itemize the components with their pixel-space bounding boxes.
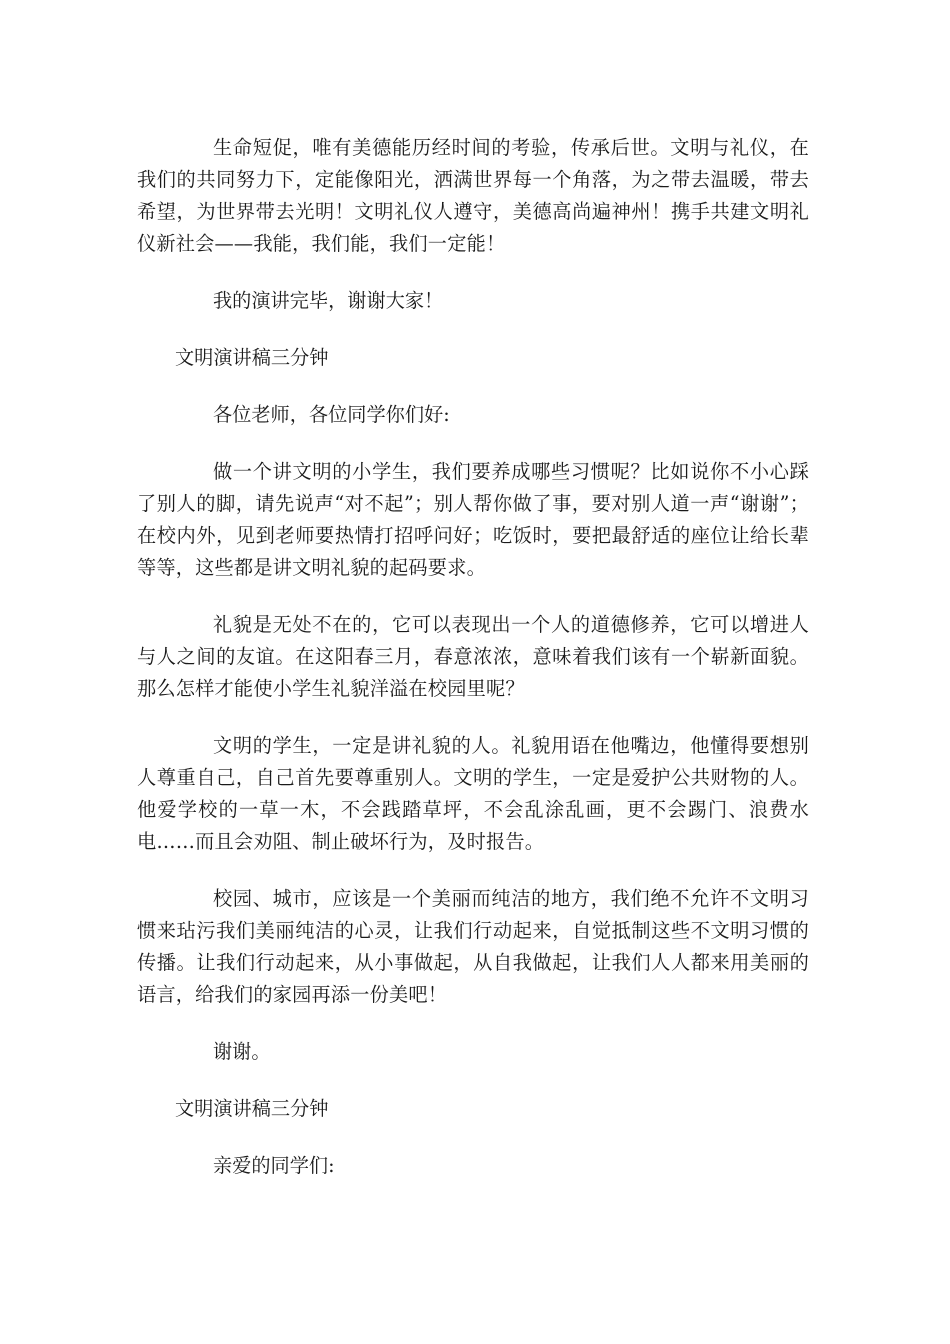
paragraph-habits: 做一个讲文明的小学生，我们要养成哪些习惯呢？比如说你不小心踩了别人的脚，请先说声“对不起”；别人帮你做了事，要对别人道一声“谢谢”；在校内外，见到老师要热情打招呼问好；吃饭时，要把最舒适的座位让给长辈等等，这些都是讲文明礼貌的起码要求。 [137,460,809,579]
paragraph-closing-virtue: 生命短促，唯有美德能历经时间的考验，传承后世。文明与礼仪，在我们的共同努力下，定能像阳光，洒满世界每一个角落，为之带去温暖，带去希望，为世界带去光明！文明礼仪人遵守，美德高尚遍神州！携手共建文明礼仪新社会——我能，我们能，我们一定能！ [137,136,809,255]
section-title-1: 文明演讲稿三分钟 [175,346,329,369]
paragraph-thanks: 谢谢。 [213,1040,271,1063]
section-title-2: 文明演讲稿三分钟 [175,1097,329,1120]
greeting-classmates: 亲爱的同学们: [213,1154,335,1177]
paragraph-politeness: 礼貌是无处不在的，它可以表现出一个人的道德修养，它可以增进人与人之间的友谊。在这阳春三月，春意浓浓，意味着我们该有一个崭新面貌。那么怎样才能使小学生礼貌洋溢在校园里呢？ [137,613,809,700]
paragraph-campus-city: 校园、城市，应该是一个美丽而纯洁的地方，我们绝不允许不文明习惯来玷污我们美丽纯洁的心灵，让我们行动起来，自觉抵制这些不文明习惯的传播。让我们行动起来，从小事做起，从自我做起，让我们人人都来用美丽的语言，给我们的家园再添一份美吧！ [137,887,809,1006]
greeting-teachers: 各位老师，各位同学你们好: [213,403,450,426]
paragraph-civilized-student: 文明的学生，一定是讲礼貌的人。礼貌用语在他嘴边，他懂得要想别人尊重自己，自己首先要尊重别人。文明的学生，一定是爱护公共财物的人。他爱学校的一草一木，不会践踏草坪，不会乱涂乱画，更不会踢门、浪费水电……而且会劝阻、制止破坏行为，及时报告。 [137,734,809,853]
paragraph-speech-end: 我的演讲完毕，谢谢大家！ [213,289,444,312]
document-body [137,132,809,1207]
